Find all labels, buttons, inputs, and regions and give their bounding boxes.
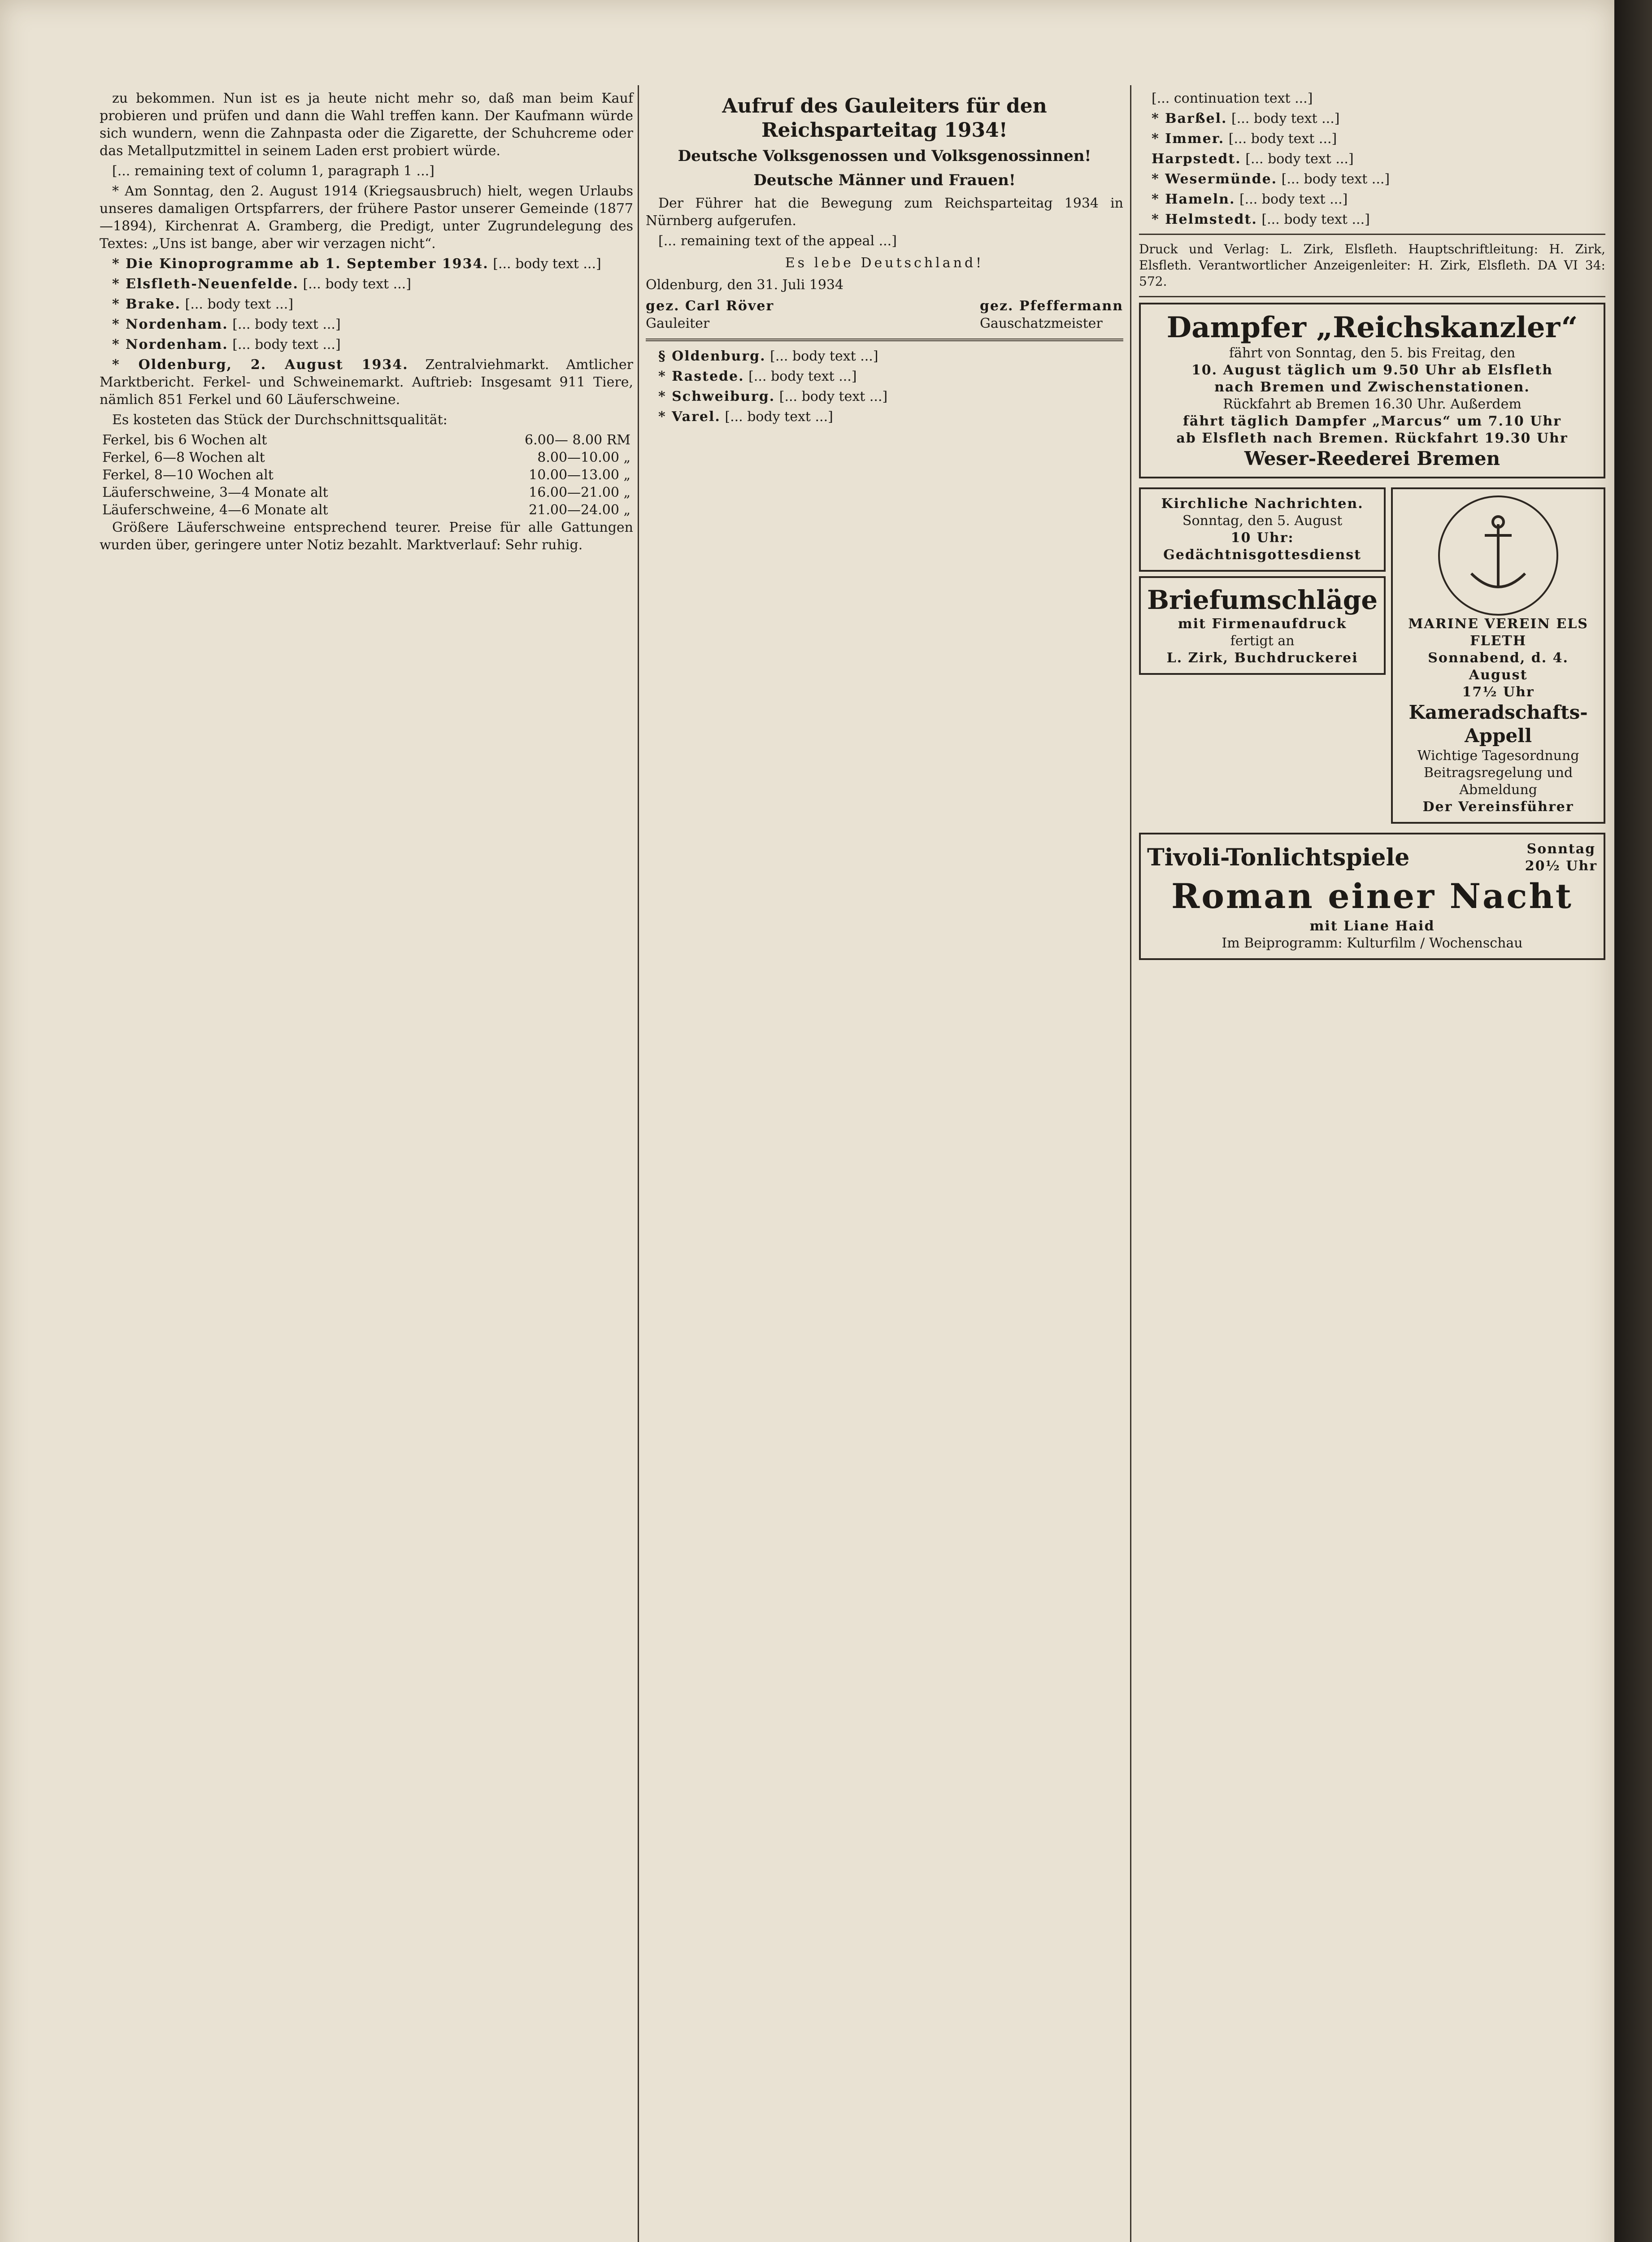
- closing: Es lebe Deutschland!: [785, 255, 984, 271]
- subheadline: Deutsche Männer und Frauen!: [753, 171, 1016, 189]
- divider: [1139, 296, 1605, 297]
- ad-line: ab Elsfleth nach Bremen. Rückfahrt 19.30 Uhr: [1176, 430, 1568, 446]
- price-value: 10.00—13.00 „: [529, 467, 630, 483]
- article-body: [... body text ...]: [232, 337, 341, 352]
- article-body: [... body text ...]: [1239, 191, 1348, 207]
- notice-1914: * Am Sonntag, den 2. August 1914 (Kriegsausbruch) hielt, wegen Urlaubs unseres damaligen Ortspfarrers, der frühere Pastor unserer Gemeinde (1877—1894), Kirchenrat A. Gramberg, die Predigt, unter Zugrundelegung des Textes: „Uns ist bange, aber wir verzagen nicht“.: [100, 183, 633, 252]
- seal-text: [1399, 616, 1597, 650]
- price-value: 16.00—21.00 „: [529, 485, 630, 500]
- ad-company: Weser-Reederei Bremen: [1244, 448, 1500, 469]
- ad-line: fährt täglich Dampfer „Marcus“ um 7.10 Uhr: [1183, 413, 1561, 429]
- divider: [1139, 234, 1605, 235]
- column-1: [100, 90, 633, 556]
- ad-line: Sonntag: [1526, 841, 1596, 857]
- article-body: [... body text ...]: [779, 389, 888, 404]
- article-nordenham-2: [100, 336, 633, 353]
- signer-name: gez. Carl Röver: [646, 298, 774, 314]
- article-elsfleth: [100, 275, 633, 293]
- article-lead: § Oldenburg.: [658, 348, 766, 364]
- ad-line: L. Zirk, Buchdruckerei: [1166, 650, 1358, 666]
- imprint: Druck und Verlag: L. Zirk, Elsfleth. Hauptschriftleitung: H. Zirk, Elsfleth. Verantwortlicher Anzeigenleiter: H. Zirk, Elsfleth. DA VI 34: 572.: [1139, 242, 1605, 289]
- subheadline: Deutsche Volksgenossen und Volksgenossinnen!: [678, 147, 1091, 165]
- ad-tivoli: [1139, 833, 1605, 960]
- article-oldenburg-market: [100, 356, 633, 408]
- price-item: Läuferschweine, 4—6 Monate alt: [102, 502, 328, 518]
- article-barssel: [1139, 110, 1605, 127]
- article-body: [... body text ...]: [232, 317, 341, 332]
- ad-header-row: [1147, 841, 1597, 875]
- price-intro: Es kosteten das Stück der Durchschnittsqualität:: [112, 412, 448, 428]
- price-outro: Größere Läuferschweine entsprechend teurer. Preise für alle Gattungen wurden über, geringere unter Notiz bezahlt. Marktverlauf: Sehr ruhig.: [100, 520, 633, 553]
- seal-text-top: MARINE: [1408, 616, 1479, 632]
- article-body: [... body text ...]: [1231, 111, 1340, 126]
- column-rule: [1130, 85, 1131, 2242]
- ad-line: 10. August täglich um 9.50 Uhr ab Elsfleth: [1191, 362, 1553, 378]
- article-body: Zentralviehmarkt. Amtlicher Marktbericht. Ferkel- und Schweinemarkt. Auftrieb: Insgesamt 911 Tiere, nämlich 851 Ferkel und 60 Läuferschweine.: [100, 357, 633, 408]
- paragraph: Der Führer hat die Bewegung zum Reichsparteitag 1934 in Nürnberg aufgerufen.: [646, 196, 1123, 229]
- article-rastede: [646, 368, 1123, 385]
- article-lead: * Hameln.: [1152, 191, 1235, 207]
- article-body: [... body text ...]: [303, 276, 411, 292]
- article-body: [... body text ...]: [1281, 171, 1390, 187]
- article-schweiburg: [646, 388, 1123, 405]
- column-rule: [638, 85, 639, 2242]
- ad-line: 17½ Uhr: [1462, 684, 1535, 700]
- price-row: [100, 484, 633, 501]
- ad-line: fährt von Sonntag, den 5. bis Freitag, den: [1229, 345, 1516, 361]
- ad-title: Tivoli-Tonlichtspiele: [1147, 844, 1410, 871]
- article-lead: * Helmstedt.: [1152, 212, 1257, 227]
- article-nordenham-1: [100, 316, 633, 333]
- paragraph: zu bekommen. Nun ist es ja heute nicht mehr so, daß man beim Kauf probieren und prüfen und dann die Wahl treffen kann. Der Kaufmann würde sich wundern, wenn die Zahnpasta oder die Zigarette, der Schuhcreme oder das Metallputzmittel in seinem Laden erst probiert würde.: [100, 91, 633, 159]
- ad-line: mit Firmenaufdruck: [1178, 616, 1347, 632]
- article-lead: * Nordenham.: [112, 317, 228, 332]
- price-value: 6.00— 8.00 RM: [525, 432, 630, 448]
- article-lead: * Barßel.: [1152, 111, 1227, 126]
- article-lead: * Elsfleth-Neuenfelde.: [112, 276, 299, 292]
- ad-line: nach Bremen und Zwischenstationen.: [1214, 379, 1530, 395]
- article-body: [... body text ...]: [1261, 212, 1370, 227]
- ad-line: fertigt an: [1230, 633, 1295, 649]
- article-harpstedt: [1139, 150, 1605, 168]
- signer-title: Gauschatzmeister: [979, 316, 1103, 331]
- article-oldenburg: [646, 348, 1123, 365]
- signer-title: Gauleiter: [646, 316, 710, 331]
- paragraph: [... remaining text of the appeal ...]: [658, 233, 897, 249]
- ad-line: Sonntag, den 5. August: [1182, 513, 1343, 529]
- article-body: [... body text ...]: [1245, 151, 1354, 167]
- price-item: Ferkel, 8—10 Wochen alt: [102, 467, 274, 483]
- article-lead: * Oldenburg, 2. August 1934.: [112, 357, 409, 373]
- article-kinoprogramme: [100, 255, 633, 273]
- ad-briefumschlaege: [1139, 576, 1386, 675]
- ad-footer: Der Vereinsführer: [1422, 799, 1574, 815]
- article-immer: [1139, 130, 1605, 148]
- seal-text-right: VEREIN: [1484, 616, 1551, 632]
- article-body: [... body text ...]: [770, 348, 878, 364]
- ad-kirchliche-nachrichten: [1139, 487, 1386, 572]
- ad-line: Rückfahrt ab Bremen 16.30 Uhr. Außerdem: [1223, 396, 1522, 412]
- ad-title: Appell: [1465, 725, 1532, 747]
- paragraph: [... remaining text of column 1, paragraph 1 ...]: [112, 163, 435, 179]
- article-body: [... body text ...]: [1228, 131, 1337, 147]
- article-body: [... body text ...]: [185, 296, 294, 312]
- price-row: [100, 431, 633, 449]
- paragraph: [... continuation text ...]: [1152, 91, 1313, 106]
- article-body: [... body text ...]: [493, 256, 601, 272]
- seal-text-left: ELS: [1556, 616, 1588, 632]
- headline: Aufruf des Gauleiters für den Reichsparteitag 1934!: [722, 95, 1047, 142]
- ad-line: Sonnabend, d. 4. August: [1428, 650, 1569, 683]
- article-lead: * Varel.: [658, 409, 721, 425]
- ad-film-title: Roman einer Nacht: [1171, 876, 1573, 916]
- place-date: Oldenburg, den 31. Juli 1934: [646, 277, 844, 293]
- ad-line: mit Liane Haid: [1309, 918, 1435, 934]
- signer-name: gez. Pfeffermann: [979, 298, 1123, 314]
- article-lead: * Brake.: [112, 296, 181, 312]
- ad-title: Kirchliche Nachrichten.: [1161, 496, 1364, 512]
- page-edge: [1614, 0, 1652, 2242]
- ad-row: [1139, 483, 1605, 828]
- ad-line: Wichtige Tagesordnung: [1417, 748, 1579, 764]
- price-item: Läuferschweine, 3—4 Monate alt: [102, 485, 328, 500]
- article-lead: * Rastede.: [658, 369, 744, 384]
- ad-when: [1525, 841, 1597, 875]
- article-body: [... body text ...]: [748, 369, 857, 384]
- price-value: 21.00—24.00 „: [529, 502, 630, 518]
- price-row: [100, 466, 633, 484]
- article-brake: [100, 295, 633, 313]
- ad-line: Im Beiprogramm: Kulturfilm / Wochenschau: [1222, 935, 1523, 951]
- seal-text-bottom: FLETH: [1470, 633, 1527, 649]
- article-helmstedt: [1139, 211, 1605, 228]
- signer-1: [646, 297, 774, 332]
- article-hameln: [1139, 191, 1605, 208]
- article-lead: * Wesermünde.: [1152, 171, 1278, 187]
- divider: [646, 339, 1123, 341]
- ad-left-stack: [1139, 483, 1386, 828]
- ad-title: Kameradschafts-: [1409, 701, 1588, 723]
- column-3: [1139, 90, 1605, 965]
- article-lead: * Die Kinoprogramme ab 1. September 1934.: [112, 256, 489, 272]
- signer-2: [980, 297, 1123, 332]
- article-body: [... body text ...]: [725, 409, 833, 425]
- ad-line: 10 Uhr: Gedächtnisgottesdienst: [1163, 530, 1362, 563]
- price-value: 8.00—10.00 „: [537, 450, 630, 465]
- signatures: [646, 297, 1123, 332]
- article-lead: * Schweiburg.: [658, 389, 775, 404]
- article-lead: * Immer.: [1152, 131, 1225, 147]
- price-row: [100, 501, 633, 519]
- price-item: Ferkel, bis 6 Wochen alt: [102, 432, 267, 448]
- ad-dampfer-reichskanzler: [1139, 303, 1605, 478]
- ad-marine-verein: [1391, 487, 1605, 824]
- article-wesermuende: [1139, 170, 1605, 188]
- ad-line: 20½ Uhr: [1525, 858, 1597, 874]
- article-lead: * Nordenham.: [112, 337, 228, 352]
- marine-verein-seal-icon: [1438, 495, 1558, 616]
- column-2: [646, 90, 1123, 428]
- price-item: Ferkel, 6—8 Wochen alt: [102, 450, 265, 465]
- price-row: [100, 449, 633, 466]
- ad-line: Beitragsregelung und Abmeldung: [1424, 765, 1573, 798]
- article-lead: Harpstedt.: [1152, 151, 1241, 167]
- ad-title: Dampfer „Reichskanzler“: [1166, 311, 1578, 344]
- price-table: [100, 431, 633, 519]
- article-varel: [646, 408, 1123, 426]
- ad-title: Briefumschläge: [1147, 585, 1378, 615]
